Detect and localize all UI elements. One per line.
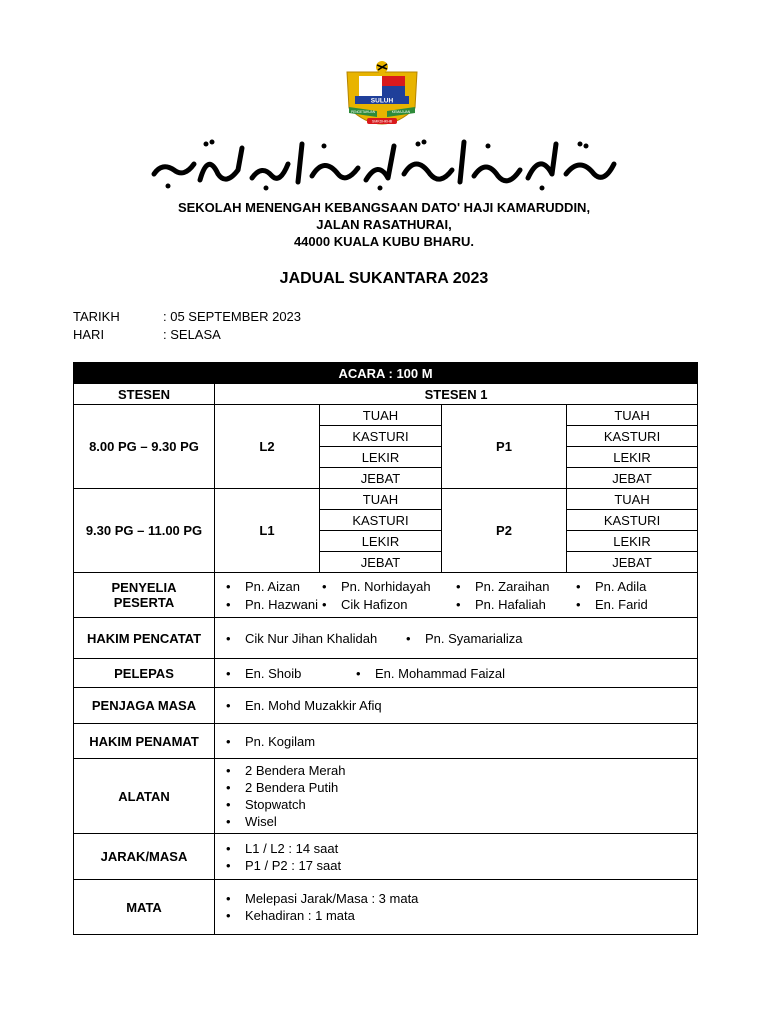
starter-label: PELEPAS	[74, 659, 215, 688]
house-cell: LEKIR	[320, 447, 442, 468]
school-address	[0, 199, 768, 250]
school-logo	[341, 58, 423, 140]
group-label: L1	[215, 489, 320, 573]
supervisor-label	[74, 573, 215, 618]
supervisor-list	[215, 573, 698, 618]
finish-judge-list	[215, 724, 698, 759]
recorder-name: • Cik Nur Jihan Khalidah	[245, 630, 425, 647]
equipment-item: • Wisel	[245, 813, 693, 830]
distance-time-list	[215, 834, 698, 880]
station-label: STESEN	[74, 384, 215, 405]
house-cell: JEBAT	[567, 468, 698, 489]
timekeeper-name: • En. Mohd Muzakkir Afiq	[245, 697, 693, 714]
supervisor-name: • Cik Hafizon	[341, 596, 475, 613]
equipment-item: • Stopwatch	[245, 796, 693, 813]
house-cell: TUAH	[567, 405, 698, 426]
house-cell: TUAH	[320, 489, 442, 510]
house-cell: JEBAT	[320, 552, 442, 573]
supervisor-name: • Pn. Zaraihan	[475, 578, 595, 595]
points-item: • Melepasi Jarak/Masa : 3 mata	[245, 890, 693, 907]
supervisor-name: • Pn. Norhidayah	[341, 578, 475, 595]
supervisor-label-line2: PESERTA	[113, 595, 175, 610]
event-header: ACARA : 100 M	[74, 363, 698, 384]
school-street: JALAN RASATHURAI,	[316, 217, 452, 232]
document-title: JADUAL SUKANTARA 2023	[279, 270, 489, 287]
house-cell: TUAH	[320, 405, 442, 426]
house-cell: LEKIR	[567, 447, 698, 468]
house-cell: TUAH	[567, 489, 698, 510]
house-cell: JEBAT	[320, 468, 442, 489]
points-list	[215, 880, 698, 935]
recorder-name: • Pn. Syamarializa	[425, 630, 625, 647]
supervisor-name: • Pn. Hazwani	[245, 596, 341, 613]
group-label: P1	[442, 405, 567, 489]
session-time: 8.00 PG – 9.30 PG	[74, 405, 215, 489]
equipment-item: • 2 Bendera Putih	[245, 779, 693, 796]
timekeeper-list	[215, 688, 698, 724]
equipment-label: ALATAN	[74, 759, 215, 834]
distance-time-item: • L1 / L2 : 14 saat	[245, 840, 693, 857]
school-name: SEKOLAH MENENGAH KEBANGSAAN DATO' HAJI KAMARUDDIN,	[177, 200, 591, 215]
recorder-list	[215, 618, 698, 659]
house-cell: KASTURI	[320, 510, 442, 531]
group-label: L2	[215, 405, 320, 489]
supervisor-name: • Pn. Aizan	[245, 578, 341, 595]
points-item: • Kehadiran : 1 mata	[245, 907, 693, 924]
distance-time-label: JARAK/MASA	[74, 834, 215, 880]
station-value: STESEN 1	[215, 384, 698, 405]
equipment-list	[215, 759, 698, 834]
schedule-table	[73, 362, 698, 935]
svg-text:KEMAJUAN: KEMAJUAN	[391, 110, 411, 114]
distance-time-item: • P1 / P2 : 17 saat	[245, 857, 693, 874]
date-row	[73, 308, 301, 326]
day-value: : SELASA	[163, 327, 221, 342]
starter-name: • En. Mohammad Faizal	[375, 665, 575, 682]
svg-text:PENGETAHUAN: PENGETAHUAN	[350, 110, 376, 114]
recorder-label: HAKIM PENCATAT	[74, 618, 215, 659]
house-cell: LEKIR	[320, 531, 442, 552]
house-cell: JEBAT	[567, 552, 698, 573]
starter-list	[215, 659, 698, 688]
school-postcode-city: 44000 KUALA KUBU BHARU.	[293, 234, 475, 249]
date-value: : 05 SEPTEMBER 2023	[163, 309, 302, 324]
finish-judge-name: • Pn. Kogilam	[245, 733, 693, 750]
supervisor-label-line1: PENYELIA	[111, 580, 177, 595]
supervisor-name: • En. Farid	[595, 596, 685, 613]
jawi-calligraphy	[148, 134, 620, 196]
supervisor-name: • Pn. Hafaliah	[475, 596, 595, 613]
group-label: P2	[442, 489, 567, 573]
house-cell: KASTURI	[567, 426, 698, 447]
supervisor-name: • Pn. Adila	[595, 578, 685, 595]
timekeeper-label: PENJAGA MASA	[74, 688, 215, 724]
points-label: MATA	[74, 880, 215, 935]
house-cell: LEKIR	[567, 531, 698, 552]
house-cell: KASTURI	[320, 426, 442, 447]
session-time: 9.30 PG – 11.00 PG	[74, 489, 215, 573]
day-label: HARI	[73, 327, 105, 342]
finish-judge-label: HAKIM PENAMAT	[74, 724, 215, 759]
day-row	[73, 326, 221, 344]
starter-name: • En. Shoib	[245, 665, 375, 682]
house-cell: KASTURI	[567, 510, 698, 531]
date-label: TARIKH	[73, 309, 120, 324]
svg-text:SULUH: SULUH	[370, 97, 394, 105]
equipment-item: • 2 Bendera Merah	[245, 762, 693, 779]
svg-text:SMKDHKHB: SMKDHKHB	[371, 119, 393, 124]
